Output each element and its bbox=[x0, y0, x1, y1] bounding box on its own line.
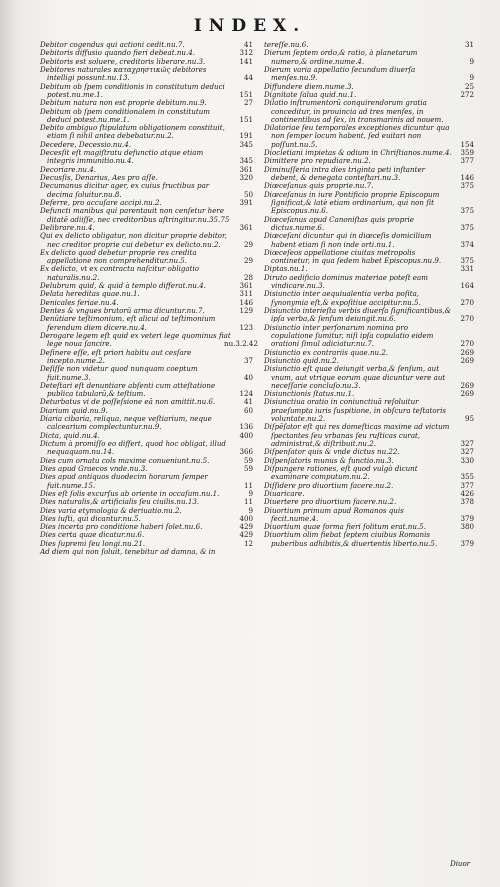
entry-page-number: 29 bbox=[243, 239, 253, 249]
entry-page-number: 377 bbox=[460, 156, 474, 166]
entry-page-number: 191 bbox=[239, 131, 253, 141]
entry-text: Dentes & vngues brutorū arma dicuntur.nu.7. bbox=[40, 306, 205, 315]
index-entry bbox=[40, 330, 258, 349]
entry-page-number: 9 bbox=[469, 56, 474, 66]
entry-page-number: 11 bbox=[243, 480, 253, 490]
entry-page-number: 375 bbox=[460, 222, 474, 232]
entry-text: Ex delicto, vt ex contractu naſcitur obligatio naturalis.nu.2. bbox=[40, 264, 200, 282]
entry-page-number: 361 bbox=[239, 222, 253, 232]
index-entry bbox=[40, 249, 253, 266]
entry-page-number: 269 bbox=[460, 380, 474, 390]
index-entry bbox=[264, 216, 474, 233]
index-entry bbox=[40, 83, 253, 100]
entry-page-number: 391 bbox=[239, 197, 253, 207]
entry-page-number: 141 bbox=[239, 56, 253, 66]
entry-text: Diaria cibaria, reliqua, neque veſtiarium, neque calcearium complectuntur.nu.9. bbox=[40, 414, 212, 432]
index-entry bbox=[264, 191, 474, 216]
entry-page-number: 359 bbox=[460, 148, 474, 158]
index-entry bbox=[264, 307, 474, 324]
entry-page-number: nu.3.2.42 bbox=[224, 339, 258, 349]
entry-text: Dictum à promiſſo eo differt, quod hoc obligat, illud nequaquam.nu.14. bbox=[40, 439, 226, 457]
entry-page-number: 151 bbox=[239, 89, 253, 99]
entry-text: Disiunctio ex contrariis quae.nu.2. bbox=[264, 347, 389, 357]
page-edge-shadow bbox=[0, 0, 18, 887]
index-entry bbox=[264, 274, 474, 291]
entry-page-number: 377 bbox=[460, 480, 474, 490]
index-entry bbox=[40, 315, 253, 332]
entry-page-number: 345 bbox=[239, 156, 253, 166]
entry-text: Dignitate ſalua quid.nu.1. bbox=[264, 89, 357, 99]
entry-text: Deferre, pro accuſare accipi.nu.2. bbox=[40, 197, 162, 207]
entry-page-number: 59 bbox=[243, 455, 253, 465]
index-entry bbox=[264, 99, 474, 124]
entry-page-number: 345 bbox=[239, 139, 253, 149]
index-entry bbox=[40, 108, 253, 125]
entry-text: Deturbatus vi de poſſeſsione eā non amittit.nu.6. bbox=[40, 397, 216, 407]
entry-text: Deſiſſe non videtur quod nunquam coeptum fuit.nume.3. bbox=[40, 364, 198, 382]
entry-page-number: 269 bbox=[460, 347, 474, 357]
index-entry bbox=[40, 415, 253, 432]
entry-text: Dies apud Graecos vnde.nu.3. bbox=[40, 463, 148, 473]
entry-text: Denicales feriae.nu.4. bbox=[40, 297, 119, 307]
index-entry bbox=[40, 124, 253, 141]
entry-text: Diœceſeos appellatione ciuitas metropolis continetur, in qua ſedem habet Episcopus.nu.9. bbox=[264, 247, 442, 266]
entry-page-number: 41 bbox=[243, 40, 253, 49]
entry-text: Decesſit eſt magiſtratu defunctio atque etiam integris immunitio.nu.4. bbox=[40, 148, 204, 166]
entry-page-number: 124 bbox=[239, 389, 253, 399]
index-entry bbox=[40, 265, 253, 282]
entry-text: Debitor cogendus qui actioni cedit.nu.7. bbox=[40, 40, 185, 49]
entry-page-number: 400 bbox=[239, 430, 253, 440]
index-entry bbox=[40, 349, 253, 366]
entry-text: Debitum ob ſpem conditionalem in constitutum deduci potest.nu.me.1. bbox=[40, 106, 210, 124]
index-entry bbox=[264, 49, 474, 66]
entry-page-number: 331 bbox=[460, 264, 474, 274]
index-entry bbox=[40, 548, 253, 556]
entry-page-number: 146 bbox=[460, 173, 474, 182]
entry-page-number: 28 bbox=[243, 272, 253, 282]
index-entry bbox=[264, 166, 474, 183]
entry-text: Dies varia etymologia & deriuatio.nu.2. bbox=[40, 505, 182, 515]
entry-text: Ad diem qui non ſoluit, tenebitur ad damna, & in bbox=[40, 547, 216, 557]
index-entry bbox=[40, 365, 253, 382]
entry-page-number: 25 bbox=[464, 81, 474, 91]
entry-page-number: 9 bbox=[469, 73, 474, 83]
index-entry bbox=[40, 473, 253, 490]
entry-text: Diarium quid.nu.9. bbox=[40, 405, 108, 415]
entry-text: Disiunctiua oratio in coniunctiuā reſoluitur praeſumpta iuris ſuspitione, in obſcura teſtatoris voluntate.nu.2. bbox=[264, 397, 446, 424]
entry-text: Deſinere eſſe, eſt priori habitu aut cesſare incepto.nume.2. bbox=[40, 347, 192, 365]
entry-page-number: 272 bbox=[460, 89, 474, 99]
entry-page-number: 59 bbox=[243, 463, 253, 473]
entry-page-number: 164 bbox=[460, 281, 474, 291]
entry-text: Disiunctionis ſtatus.nu.1. bbox=[264, 389, 355, 399]
entry-text: Debitores naturales καταχρηστικῶς debitores intelligi possunt.nu.13. bbox=[40, 64, 207, 83]
entry-text: Diſpenſatoris munus & functio.nu.3. bbox=[264, 455, 394, 465]
entry-text: Dies cum ornatu cols maxime conueniunt.nu.5. bbox=[40, 455, 210, 465]
entry-page-number: 11 bbox=[243, 497, 253, 507]
entry-text: tereſſe.nu.6. bbox=[264, 40, 309, 49]
entry-page-number: 151 bbox=[239, 114, 253, 124]
entry-text: Debitum natura non est proprie debitum.nu.9. bbox=[40, 98, 207, 108]
entry-page-number: 426 bbox=[460, 488, 474, 498]
entry-page-number: 374 bbox=[460, 239, 474, 249]
entry-page-number: 379 bbox=[460, 538, 474, 548]
entry-text: Diœceſani dicuntur qui in diœceſis domicilium habent etiam ſi non inde orti.nu.1. bbox=[264, 231, 432, 249]
entry-text: Diffundere diem.nume.3. bbox=[264, 81, 354, 91]
entry-text: Dies iuſti, qui dicantur.nu.5. bbox=[40, 513, 141, 523]
entry-page-number: 60 bbox=[243, 405, 253, 415]
left-column bbox=[40, 40, 258, 557]
entry-text: Diſpēſator eſt qui res domeſticas maxime ad victum ſpectantes ſeu vrbanas ſeu ruſticas curat, administrat,& diſtribuit.nu.2. bbox=[264, 422, 450, 448]
entry-page-number: 429 bbox=[239, 530, 253, 540]
index-entry bbox=[264, 249, 474, 266]
entry-text: Dilatio inſtrumentorū conquirendorum gratia conceditur, in prouincia ad tres menſes, in continentibus ad ſex, in transmarinis ad nouem. bbox=[264, 98, 444, 124]
entry-text: Decumanus dicitur ager, ex cuius fructibus par decima ſoluitur.nu.8. bbox=[40, 181, 210, 199]
entry-text: Derogare legem eſt quid ex veteri lege quominus fiat lege noua ſancire. bbox=[40, 330, 231, 349]
entry-text: Diruto aedificio dominus materiae poteſt eam vindicare.nu.3. bbox=[264, 272, 428, 291]
entry-page-number: 312 bbox=[239, 48, 253, 58]
entry-text: Dies ſupremi ſeu longi.nu.21. bbox=[40, 538, 146, 548]
entry-page-number: 44 bbox=[243, 73, 253, 83]
entry-text: Diuortium quae forma fieri ſolitum erat.nu.5. bbox=[264, 522, 426, 532]
entry-page-number: 270 bbox=[460, 314, 474, 324]
entry-text: Diſpungere rationes, eſt quod vulgò dicunt examinare computum.nu.2. bbox=[264, 463, 418, 482]
entry-text: Delibrare.nu.4. bbox=[40, 222, 95, 232]
entry-page-number: 269 bbox=[460, 355, 474, 365]
entry-text: Decedere, Decessio.nu.4. bbox=[40, 139, 132, 149]
entry-text: Disiunctio inter perſonarum nomina pro copulatione ſumitur, niſi ipſa copulatio eidem orationi ſimul adiciatur.nu.7. bbox=[264, 322, 434, 349]
entry-text: Dies certa quae dicatur.nu.6. bbox=[40, 530, 145, 540]
entry-text: Qui ex delicto obligatur, non dicitur proprie debitor, nec creditor proprie cui debetur ex delicto.nu.2. bbox=[40, 231, 227, 249]
entry-text: Diſpenſator quis & vnde dictus nu.22. bbox=[264, 447, 400, 457]
entry-page-number: 380 bbox=[460, 522, 474, 532]
entry-page-number: 327 bbox=[460, 439, 474, 448]
index-entry bbox=[264, 507, 474, 524]
entry-text: Diœceſanus apud Canoniſtas quis proprie dictus.nume.6. bbox=[264, 214, 414, 232]
entry-text: Disiunctio interieſta verbis diuerſa ſignificantibus,& ipſa verba,& ſenſum deiungit.nu.6. bbox=[264, 306, 451, 324]
entry-page-number: 37 bbox=[243, 355, 253, 365]
entry-page-number: 327 bbox=[460, 447, 474, 457]
index-header: INDEX. bbox=[193, 16, 307, 36]
entry-page-number: 330 bbox=[460, 455, 474, 465]
entry-page-number: 269 bbox=[460, 389, 474, 399]
entry-page-number: 375 bbox=[460, 256, 474, 266]
entry-page-number: 366 bbox=[239, 447, 253, 457]
entry-page-number: 270 bbox=[460, 339, 474, 349]
entry-text: Denūtiare teſtimonium, eſt alicui ad teſtimonium ferendum diem dicere.nu.4. bbox=[40, 314, 216, 332]
entry-text: Diœceſanus in iure Pontificio proprie Episcopum ſignificat,& latè etiam ordinarium, qui non ſit Episcopus.nu.6. bbox=[264, 189, 440, 216]
entry-text: Disiunctio eſt quae deiungit verba,& ſenſum, aut vnum, aut vtrique eorum quae dicuntur vere aut neceſſarie concluſo.nu.3. bbox=[264, 364, 446, 390]
entry-text: Dilatoriae ſeu temporales exceptiones dicuntur qua non ſemper locum habent, ſed euitari non poſſunt.nu.5. bbox=[264, 123, 450, 149]
entry-text: Debitoris diffusio quando fieri debeat.nu.4. bbox=[40, 48, 196, 58]
entry-text: Diœceſanus quis proprie.nu.7. bbox=[264, 181, 374, 191]
entry-page-number: 154 bbox=[460, 139, 474, 149]
entry-text: Delata hereditas quae.nu.1. bbox=[40, 289, 140, 299]
entry-page-number: 29 bbox=[243, 256, 253, 266]
index-entry bbox=[40, 66, 253, 83]
entry-text: Dicta, quid.nu.4. bbox=[40, 430, 100, 440]
index-entry bbox=[264, 465, 474, 482]
index-entry bbox=[264, 324, 474, 349]
entry-page-number: 270 bbox=[460, 297, 474, 307]
entry-text: Diuortium olim fiebat ſeptem ciuibus Romanis puberibus adhibitis,& diuertentis liberto.nu.5. bbox=[264, 530, 438, 548]
entry-page-number: 41 bbox=[243, 397, 253, 407]
entry-page-number: 378 bbox=[460, 497, 474, 507]
index-entry bbox=[264, 365, 474, 390]
entry-text: Dies apud antiquos duodecim horarum ſemper fuit.nume.15. bbox=[40, 472, 208, 490]
entry-page-number: 379 bbox=[460, 513, 474, 523]
entry-text: Dies eſt ſolis excurſus ab oriente in occaſum.nu.1. bbox=[40, 488, 220, 498]
entry-text: Decusſis, Denarius, Aes pro aſſe. bbox=[40, 173, 158, 182]
index-entry bbox=[264, 423, 474, 448]
entry-page-number: 400 bbox=[239, 513, 253, 523]
entry-page-number: 361 bbox=[239, 164, 253, 174]
index-entry bbox=[40, 440, 253, 457]
entry-text: Diuortium primum apud Romanos quis fecit.nume.4. bbox=[264, 505, 404, 523]
entry-page-number: 375 bbox=[460, 206, 474, 216]
index-entry bbox=[264, 398, 474, 423]
entry-page-number: 123 bbox=[239, 322, 253, 332]
entry-text: Delubrum quid, & quid à templo differat.nu.4. bbox=[40, 281, 206, 291]
entry-text: Defuncti manibus qui parentauit non cenſetur here ditatē adiiſſe, nec creditoribus aſtringitur.nu.35.75 bbox=[40, 206, 230, 224]
index-entry bbox=[40, 382, 253, 399]
index-entry bbox=[264, 531, 474, 548]
entry-page-number: 320 bbox=[239, 173, 253, 182]
entry-text: Diptas.nu.1. bbox=[264, 264, 308, 274]
index-entry bbox=[264, 290, 474, 307]
entry-page-number: 355 bbox=[460, 472, 474, 482]
entry-text: Disiunctio quid.nu.2. bbox=[264, 355, 339, 365]
entry-text: Diſſidere pro diuortium facere.nu.2. bbox=[264, 480, 394, 490]
entry-text: Diuaricare. bbox=[264, 488, 305, 498]
entry-text: Debitoris est soluere, creditoris liberare.nu.3. bbox=[40, 56, 206, 66]
entry-text: Decoriare.nu.4. bbox=[40, 164, 97, 174]
entry-text: Dies naturalis,& artificialis ſeu ciuilis.nu.13. bbox=[40, 497, 200, 507]
index-entry bbox=[40, 182, 253, 199]
entry-page-number: 129 bbox=[239, 306, 253, 315]
entry-text: Disiunctio inter aequiualentia verba poſita, ſynonymia eſt,& expoſitiue accipitur.nu.5. bbox=[264, 289, 421, 307]
entry-page-number: 136 bbox=[239, 422, 253, 432]
entry-page-number: 95 bbox=[464, 414, 474, 424]
entry-text: Dies incerta pro conditione haberi ſolet.nu.6. bbox=[40, 522, 203, 532]
entry-text: Diminuſſeria intra dies triginta peti inſtanter debent, & denegata conteſtari.nu.3. bbox=[264, 164, 426, 182]
entry-text: Debitum ob ſpem conditionis in constitutum deduci potest.nu.me.1. bbox=[40, 81, 225, 99]
entry-text: Dierum varia appellatio ſecundum diuerſa menſes.nu.9. bbox=[264, 64, 416, 83]
index-entry bbox=[264, 232, 474, 249]
entry-text: Dierum ſeptem ordo,& ratio, à planetarum numero,& ordine.nume.4. bbox=[264, 48, 418, 66]
entry-page-number: 27 bbox=[243, 98, 253, 108]
entry-page-number: 311 bbox=[239, 289, 253, 299]
entry-text: Diocletiani impietas & odium in Chriſtianos.nume.4. bbox=[264, 148, 452, 158]
entry-text: Diuertere pro diuortium facere.nu.2. bbox=[264, 497, 397, 507]
entry-text: Dimittere pro repudiare.nu.2. bbox=[264, 156, 371, 166]
entry-page-number: 9 bbox=[248, 488, 253, 498]
index-entry bbox=[40, 149, 253, 166]
entry-page-number: 9 bbox=[248, 505, 253, 515]
entry-page-number: 40 bbox=[243, 372, 253, 382]
entry-page-number: 146 bbox=[239, 297, 253, 307]
entry-text: Debito ambiguo ſtipulatum obligationem constituit, etiam ſi nihil antea debebatur.nu.2. bbox=[40, 123, 225, 141]
entry-text: Ex delicto quod debetur proprie res credita appellatione non comprehenditur.nu.5. bbox=[40, 247, 197, 266]
entry-page-number: 50 bbox=[243, 189, 253, 199]
entry-page-number: 12 bbox=[243, 538, 253, 548]
index-entry bbox=[40, 207, 253, 224]
index-entry bbox=[264, 66, 474, 83]
entry-page-number: 375 bbox=[460, 181, 474, 191]
catchword: Diuor bbox=[450, 860, 470, 868]
entry-page-number: 31 bbox=[464, 40, 474, 49]
entry-page-number: 429 bbox=[239, 522, 253, 532]
index-entry bbox=[40, 232, 253, 249]
entry-page-number: 361 bbox=[239, 281, 253, 291]
index-entry bbox=[264, 124, 474, 149]
right-column bbox=[264, 41, 474, 548]
entry-text: Deteſtari eſt denuntiare abſenti cum atteſtatione publica tabularū,& teſtium. bbox=[40, 380, 216, 399]
